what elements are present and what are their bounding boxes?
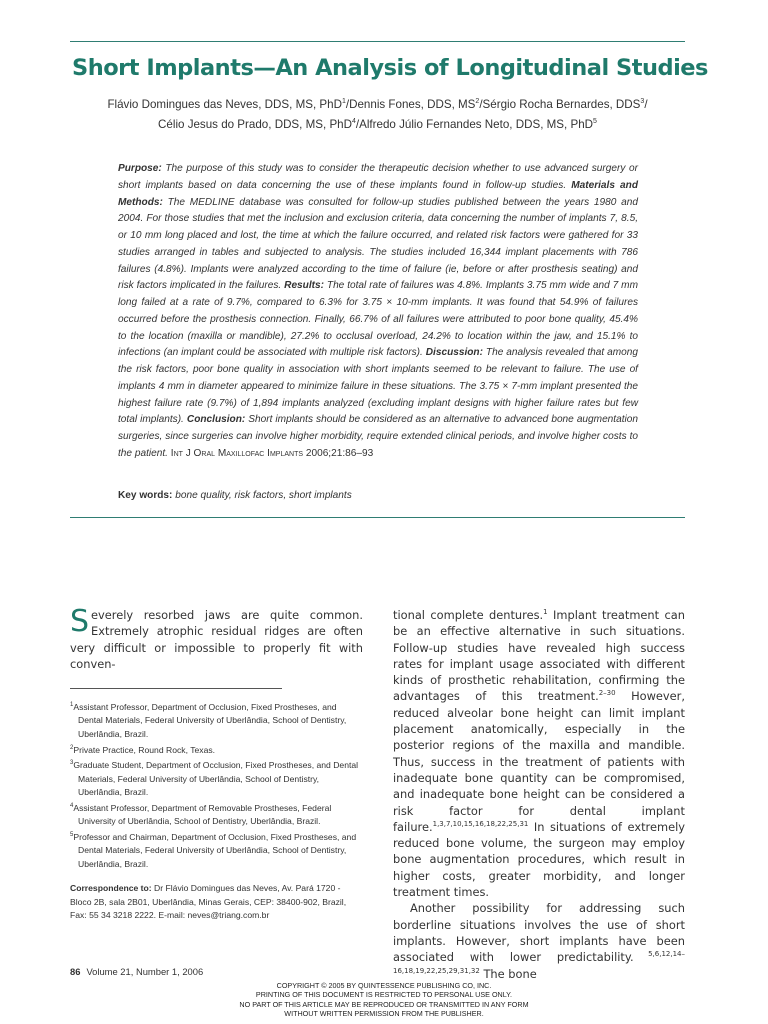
footnote-text: Assistant Professor, Department of Removable Prostheses, Federal University of Uberlândia, School of Dentistry, Uberlândia, Brazil. <box>73 802 332 827</box>
body-text: Another possibility for addressing such borderline situations involves the use of short implants. However, short implants have been associated with lower predictability. <box>393 901 685 965</box>
copyright-notice <box>0 981 768 1019</box>
author-3-sup: 3 <box>640 98 645 106</box>
author-1-sup: 1 <box>341 98 346 106</box>
body-column-right <box>393 607 685 982</box>
reference-sup: 2–30 <box>598 689 616 698</box>
footnotes <box>70 699 362 871</box>
copyright-line: WITHOUT WRITTEN PERMISSION FROM THE PUBLISHER. <box>284 1009 484 1019</box>
body-left-text: everely resorbed jaws are quite common. Extremely atrophic residual ridges are often very difficult or impossible to properly fit with conven- <box>70 608 363 671</box>
copyright-line: PRINTING OF THIS DOCUMENT IS RESTRICTED TO PERSONAL USE ONLY. <box>255 990 513 1000</box>
keywords-text: bone quality, risk factors, short implants <box>172 490 352 501</box>
body-text: tional complete dentures. <box>393 608 544 622</box>
issue-info: Volume 21, Number 1, 2006 <box>86 966 204 977</box>
correspondence <box>70 882 362 923</box>
journal-citation: Int J Oral Maxillofac Implants <box>170 447 304 459</box>
body-text: However, reduced alveolar bone height can limit implant placement anatomically, especially in the posterior regions of the maxilla and mandible. Thus, success in the treatment of patients with inadequate bone quantity can be compromised, and inadequate bone height can be considered a risk factor for dental implant failure. <box>393 689 685 834</box>
author-2-sup: 2 <box>475 98 480 106</box>
authors-line-2 <box>70 118 685 131</box>
conclusion-label: Conclusion: <box>186 414 246 426</box>
author-separator: / <box>644 98 648 111</box>
page-number: 86 <box>70 966 81 977</box>
results-text: The total rate of failures was 4.8%. Implants 3.75 mm wide and 7 mm long failed at a rate of 9.7%, compared to 6.3% for 3.75 × 10-mm implants. It was found that 54.9% of failures occurred before the prosthesis connection. Finally, 66.7% of all failures were attributed to poor bone quality, 45.4% to the location (maxilla or mandible), 27.2% to occlusal overload, 24.2% to location within the jaw, and 15.1% to infections (an implant could be associated with multiple risk factors). <box>118 280 638 359</box>
reference-sup: 1,3,7,10,15,16,18,22,25,31 <box>432 820 529 829</box>
author-4-sup: 4 <box>352 118 356 126</box>
footnote <box>70 699 362 742</box>
keywords <box>118 490 352 501</box>
conclusion-text: Short implants should be considered as an alternative to advanced bone augmentation surgeries, since surgeries can involve higher morbidity, require extended clinical periods, and involve higher costs to the patient. <box>118 414 638 459</box>
correspondence-text: Dr Flávio Domingues das Neves, Av. Pará 1720 - Bloco 2B, sala 2B01, Uberlândia, Minas Gerais, CEP: 38400-902, Brazil, Fax: 55 34 3218 2222. E-mail: neves@triang.com.br <box>70 883 347 921</box>
results-label: Results: <box>284 280 324 292</box>
footnote <box>70 742 362 757</box>
article-title: Short Implants—An Analysis of Longitudinal Studies <box>72 55 708 81</box>
keywords-label: Key words: <box>118 490 173 501</box>
body-paragraph <box>393 900 685 981</box>
author-1: Flávio Domingues das Neves, DDS, MS, PhD <box>107 98 342 111</box>
reference-sup: 5,6,12,14–16,18,19,22,25,29,31,32 <box>393 950 685 975</box>
author-2: /Dennis Fones, DDS, MS <box>345 98 476 111</box>
body-text: In situations of extremely reduced bone volume, the surgeon may employ bone augmentation procedures, which result in higher costs, greater morbidity, and longer treatment times. <box>393 819 685 900</box>
purpose-label: Purpose: <box>118 163 162 174</box>
author-5: /Alfredo Júlio Fernandes Neto, DDS, MS, PhD <box>355 118 594 131</box>
footnote-marker: 1 <box>70 702 74 708</box>
body-paragraph <box>393 607 685 900</box>
discussion-label: Discussion: <box>425 347 483 359</box>
footnote-marker: 5 <box>70 831 74 838</box>
section-rule <box>70 517 685 518</box>
copyright-line: NO PART OF THIS ARTICLE MAY BE REPRODUCED OR TRANSMITTED IN ANY FORM <box>239 999 529 1009</box>
footnote-rule <box>70 688 282 689</box>
author-5-sup: 5 <box>593 118 597 126</box>
correspondence-label: Correspondence to: <box>70 883 152 893</box>
page-footer <box>70 966 203 977</box>
footnote-text: Private Practice, Round Rock, Texas. <box>73 744 216 755</box>
methods-text: The MEDLINE database was consulted for follow-up studies published between the years 1980 and 2004. For those studies that met the inclusion and exclusion criteria, data concerning the number of implants 7, 8.5, or 10 mm long placed and lost, the time at which the failure occurred, and related risk factors were gathered for 33 studies arranged in tables and subjected to analysis. The studies included 16,344 implant placements with 786 failures (4.8%). Implants were analyzed according to the time of failure (ie, before or after prosthesis seating) and risk factors implicated in the failures. <box>118 196 638 292</box>
footnote-marker: 4 <box>70 802 74 809</box>
top-rule <box>70 41 685 42</box>
author-3: /Sérgio Rocha Bernardes, DDS <box>479 98 641 111</box>
copyright-line: COPYRIGHT © 2005 BY QUINTESSENCE PUBLISHING CO, INC. <box>276 981 492 990</box>
journal-citation-details: 2006;21:86–93 <box>303 447 374 459</box>
footnote-text: Professor and Chairman, Department of Occlusion, Fixed Prostheses, and Dental Materials, Federal University of Uberlândia, School of Dentistry, Uberlândia, Brazil. <box>73 831 357 869</box>
reference-sup: 1 <box>543 608 548 617</box>
body-column-left <box>70 604 363 672</box>
body-text: Implant treatment can be an effective alternative in such situations. Follow-up studies have revealed high success rates for implant usage associated with different kinds of prosthetic rehabilitation, confirming the advantages of this treatment. <box>393 608 685 704</box>
footnote <box>70 757 362 800</box>
footnote <box>70 800 362 829</box>
body-text: The bone <box>479 966 537 981</box>
discussion-text: The analysis revealed that among the risk factors, poor bone quality in association with short implants seemed to be relevant to failure. The use of implants 4 mm in diameter appeared to minimize failure in these situations. The 3.75 × 7-mm implant presented the highest failure rate (9.7%) of 1,894 implants analyzed (excluding implant designs with higher failure rates but few total implants). <box>118 347 638 426</box>
abstract <box>118 161 638 463</box>
footnote-text: Assistant Professor, Department of Occlusion, Fixed Prostheses, and Dental Materials, Federal University of Uberlândia, School of Dentistry, Uberlândia, Brazil. <box>73 701 347 740</box>
authors-line-1 <box>70 98 685 111</box>
drop-cap: S <box>70 604 90 639</box>
author-4: Célio Jesus do Prado, DDS, MS, PhD <box>158 118 352 131</box>
methods-label: Materials and Methods: <box>118 179 638 208</box>
footnote-text: Graduate Student, Department of Occlusion, Fixed Prostheses, and Dental Materials, Federal University of Uberlândia, School of Dentistry, Uberlândia, Brazil. <box>73 759 359 798</box>
footnote <box>70 829 362 872</box>
footnote-marker: 2 <box>70 744 74 751</box>
footnote-marker: 3 <box>70 760 74 767</box>
purpose-text: The purpose of this study was to consider the therapeutic decision whether to use advanced surgery or short implants based on data concerning the use of these implants found in follow-up studies. <box>118 163 638 191</box>
